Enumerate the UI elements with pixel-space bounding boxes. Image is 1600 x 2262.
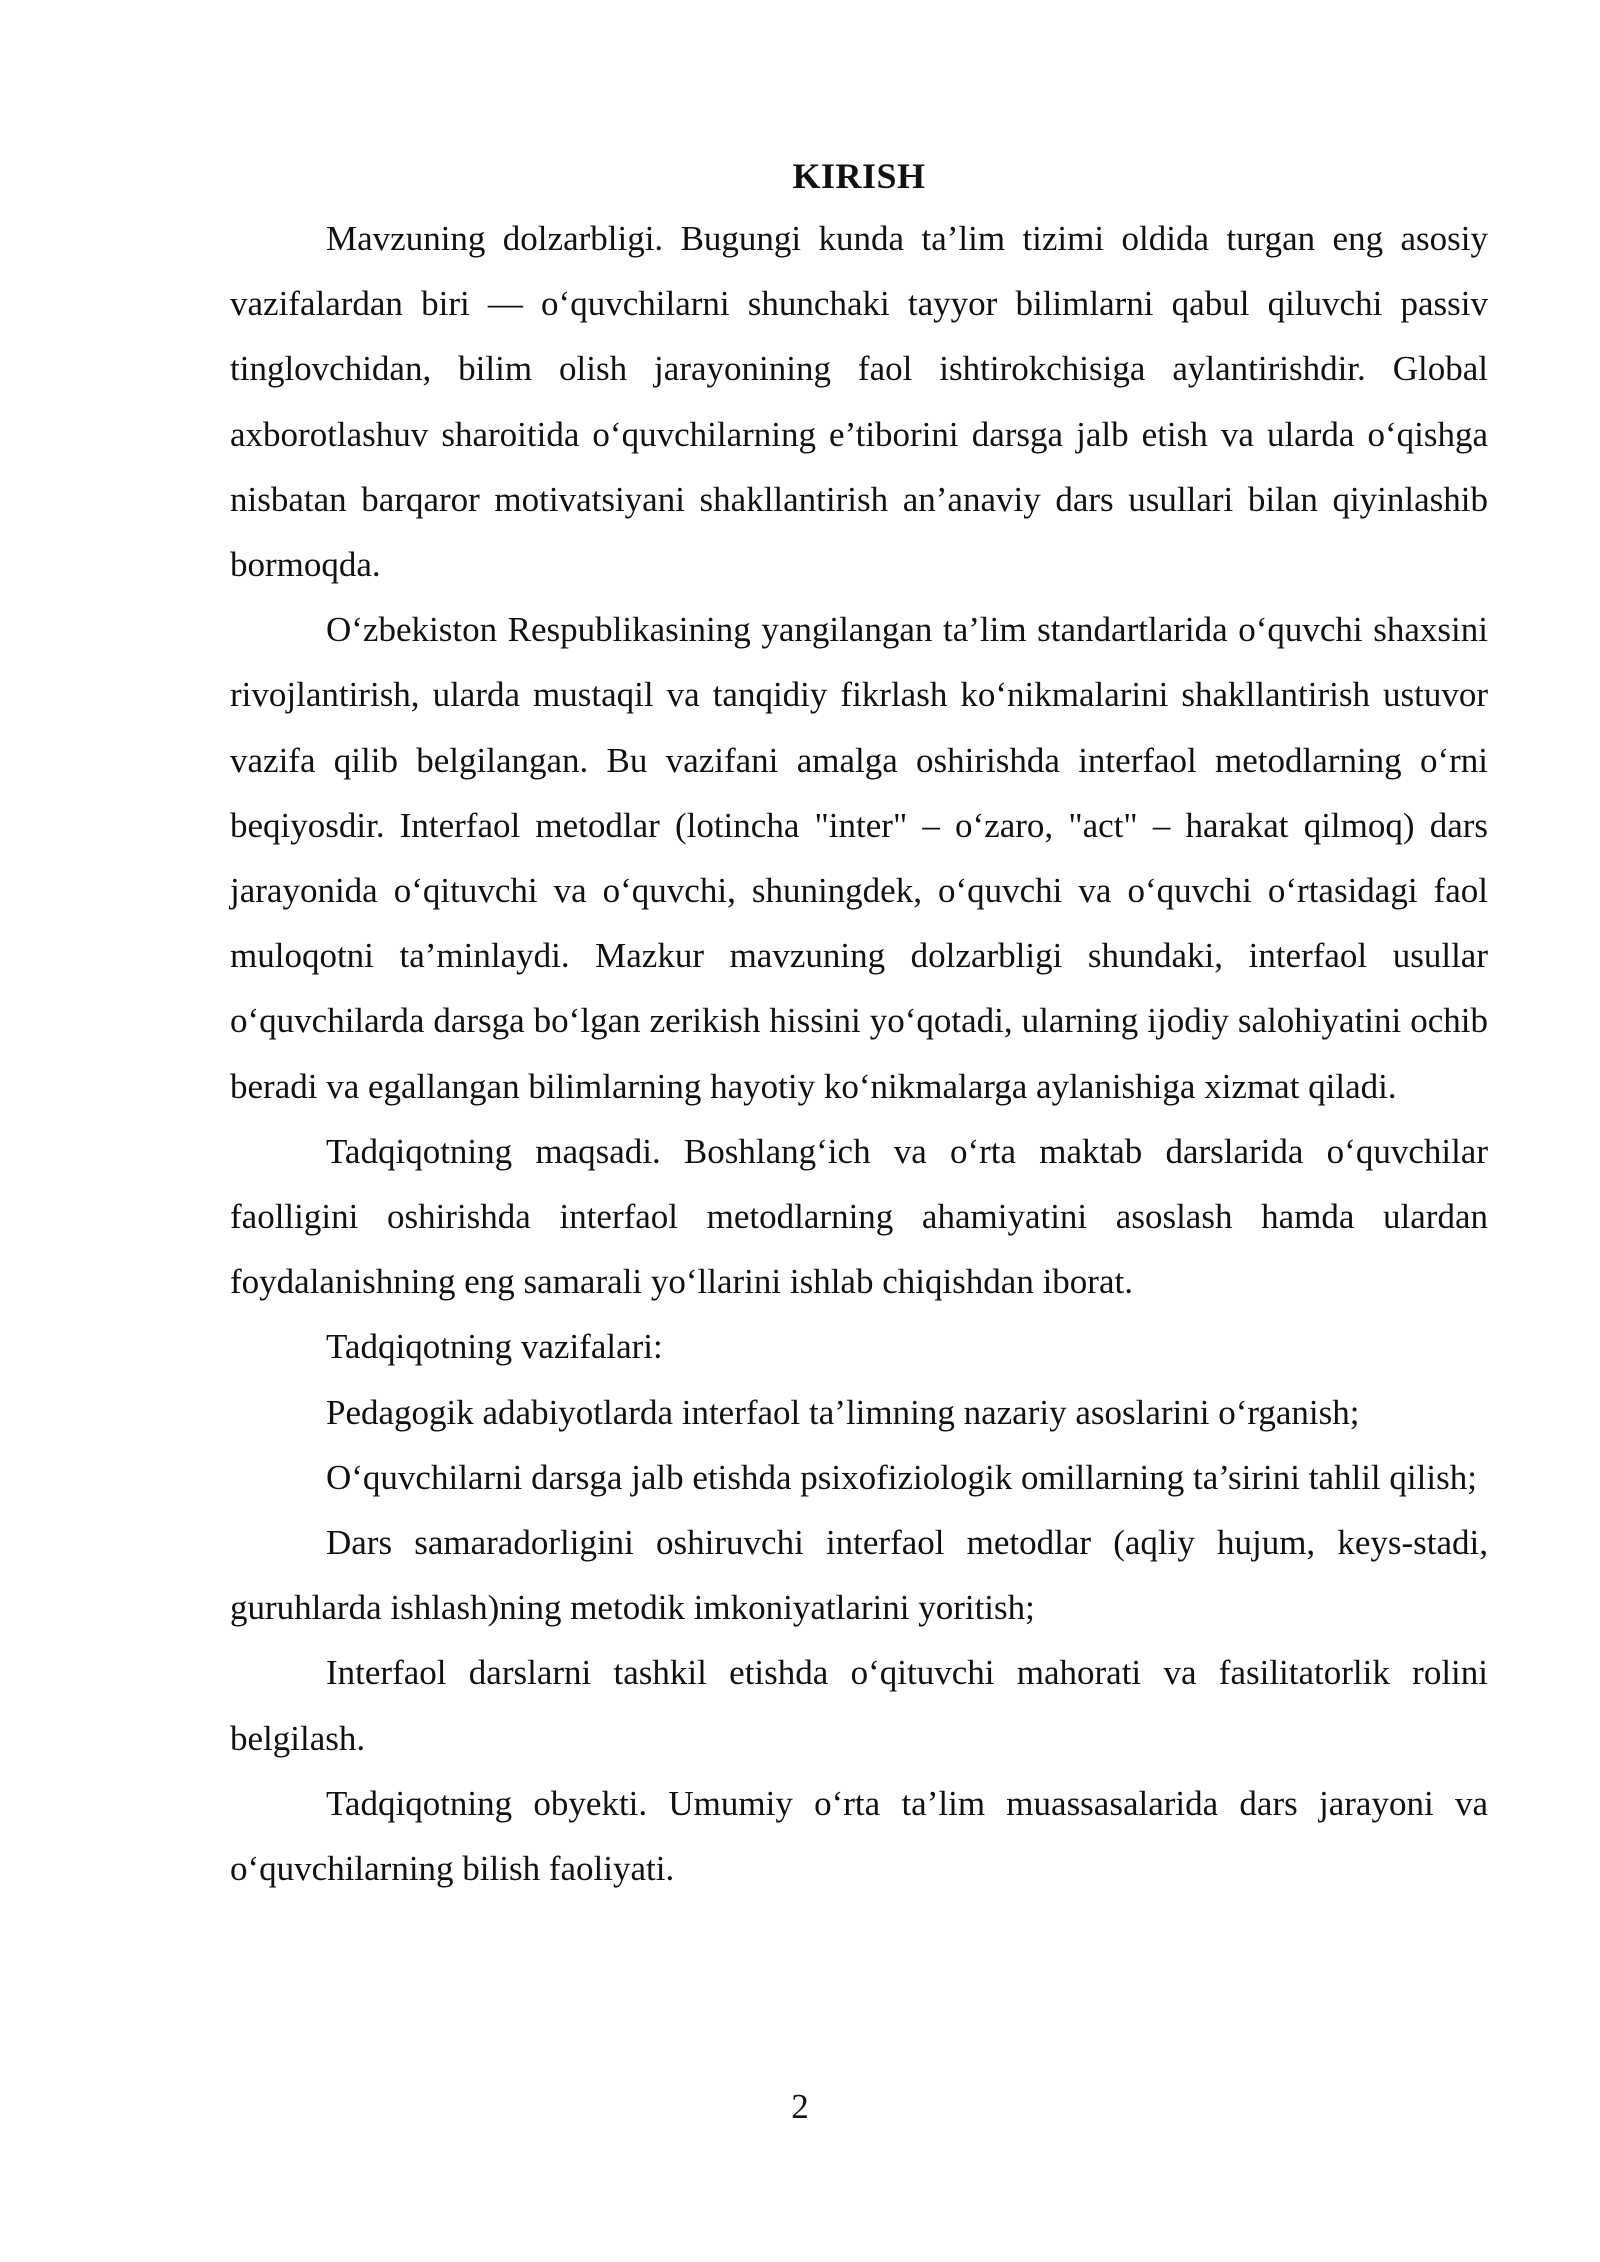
page-content: [230, 146, 1488, 1901]
paragraph-research-goal: Tadqiqotning maqsadi. Boshlang‘ich va o‘rta maktab darslarida o‘quvchilar faolligini oshirishda interfaol metodlarning ahamiyatini asoslash hamda ulardan foydalanishning eng samarali yo‘llarini ishlab chiqishdan iborat.: [230, 1131, 1488, 1302]
paragraph-task-4: Interfaol darslarni tashkil etishda o‘qituvchi mahorati va fasilitatorlik rolini belgilash.: [230, 1653, 1488, 1758]
page-number: 2: [791, 2087, 809, 2126]
paragraph-task-3: Dars samaradorligini oshiruvchi interfaol metodlar (aqliy hujum, keys-stadi, guruhlarda ishlash)ning metodik imkoniyatlarini yoritish;: [230, 1523, 1488, 1628]
paragraph-research-object: Tadqiqotning obyekti. Umumiy o‘rta ta’lim muassasalarida dars jarayoni va o‘quvchilarning bilish faoliyati.: [230, 1783, 1488, 1889]
paragraph-task-1: Pedagogik adabiyotlarda interfaol ta’limning nazariy asoslarini o‘rganish;: [326, 1392, 1360, 1432]
paragraph-tasks-heading: Tadqiqotning vazifalari:: [326, 1327, 663, 1367]
section-heading: KIRISH: [792, 156, 926, 196]
paragraph-relevance: Mavzuning dolzarbligi. Bugungi kunda ta’lim tizimi oldida turgan eng asosiy vazifalardan biri — o‘quvchilarni shunchaki tayyor bilimlarni qabul qiluvchi passiv tinglovchidan, bilim olish jarayonining faol ishtirokchisiga aylantirishdir. Global axborotlashuv sharoitida o‘quvchilarning e’tiborini darsga jalb etish va ularda o‘qishga nisbatan barqaror motivatsiyani shakllantirish an’anaviy dars usullari bilan qiyinlashib bormoqda.: [230, 219, 1488, 585]
paragraph-standards: O‘zbekiston Respublikasining yangilangan ta’lim standartlarida o‘quvchi shaxsini rivojlantirish, ularda mustaqil va tanqidiy fikrlash ko‘nikmalarini shakllantirish ustuvor vazifa qilib belgilangan. Bu vazifani amalga oshirishda interfaol metodlarning o‘rni beqiyosdir. Interfaol metodlar (lotincha "inter" – o‘zaro, "act" – harakat qilmoq) dars jarayonida o‘qituvchi va o‘quvchi, shuningdek, o‘quvchi va o‘quvchi o‘rtasidagi faol muloqotni ta’minlaydi. Mazkur mavzuning dolzarbligi shundaki, interfaol usullar o‘quvchilarda darsga bo‘lgan zerikish hissini yo‘qotadi, ularning ijodiy salohiyatini ochib beradi va egallangan bilimlarning hayotiy ko‘nikmalarga aylanishiga xizmat qiladi.: [230, 610, 1488, 1106]
paragraph-task-2: O‘quvchilarni darsga jalb etishda psixofiziologik omillarning ta’sirini tahlil qilish;: [326, 1457, 1477, 1497]
